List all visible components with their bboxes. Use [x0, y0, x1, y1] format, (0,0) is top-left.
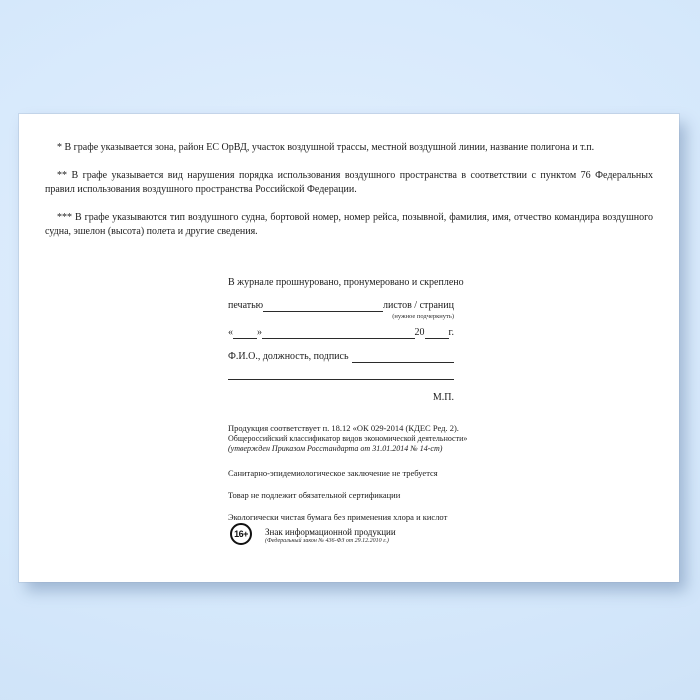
document-sheet	[19, 114, 679, 582]
binding-statement: В журнале прошнуровано, пронумеровано и скреплено	[228, 277, 464, 288]
age-rating-block	[230, 523, 396, 545]
sheets-label: листов / страниц	[383, 300, 454, 311]
sanitary-statement: Санитарно-эпидемиологическое заключение не требуется	[228, 468, 438, 478]
info-product-mark-title: Знак информационной продукции	[265, 527, 396, 537]
footnote-zone: * В графе указывается зона, район ЕС ОрВД, участок воздушной трассы, местной воздушной линии, название полигона и т.п.	[57, 142, 595, 153]
product-compliance-line2: Общероссийский классификатор видов экономической деятельности»	[228, 434, 468, 443]
year-suffix: г.	[448, 327, 454, 338]
sheets-count-fill-line	[263, 301, 383, 312]
product-compliance-line3: (утвержден Приказом Росстандарта от 31.01.2014 № 14-ст)	[228, 444, 443, 453]
quote-close: »	[257, 327, 262, 338]
quote-open: «	[228, 327, 233, 338]
footnote-violation: ** В графе указывается вид нарушения порядка использования воздушного пространства в соответствии с пунктом 76 Федеральных правил использования воздушного пространства Российской Федерации.	[45, 170, 653, 195]
info-product-mark-law: (Федеральный закон № 436-ФЗ от 29.12.2010 г.)	[265, 538, 389, 544]
date-row	[228, 326, 454, 339]
seal-row	[228, 299, 454, 312]
month-fill-line	[262, 328, 415, 339]
year-prefix: 20	[414, 327, 425, 338]
binding-certification-block	[228, 276, 464, 404]
stamp-place-label: М.П.	[432, 392, 454, 403]
age-rating-texts	[265, 527, 396, 545]
age-rating-16-plus-icon: 16+	[230, 523, 252, 545]
signature-fill-line	[352, 352, 454, 363]
footnotes-section	[45, 141, 653, 253]
product-compliance-block	[228, 423, 478, 523]
signature-label: Ф.И.О., должность, подпись	[228, 351, 349, 362]
signature-continuation-line	[228, 379, 454, 380]
signature-row	[228, 350, 454, 363]
seal-label: печатью	[228, 300, 264, 311]
certification-statement: Товар не подлежит обязательной сертификации	[228, 490, 401, 500]
footnote-aircraft: *** В графе указываются тип воздушного судна, бортовой номер, номер рейса, позывной, фамилия, имя, отчество командира воздушного судна, эшелон (высота) полета и другие сведения.	[45, 212, 653, 237]
eco-paper-statement: Экологически чистая бумага без применения хлора и кислот	[228, 512, 448, 522]
day-fill-line	[233, 328, 257, 339]
underline-hint: (нужное подчеркнуть)	[392, 313, 454, 320]
year-fill-line	[425, 328, 449, 339]
product-compliance-line1: Продукция соответствует п. 18.12 «ОК 029-2014 (КДЕС Ред. 2).	[228, 423, 459, 433]
